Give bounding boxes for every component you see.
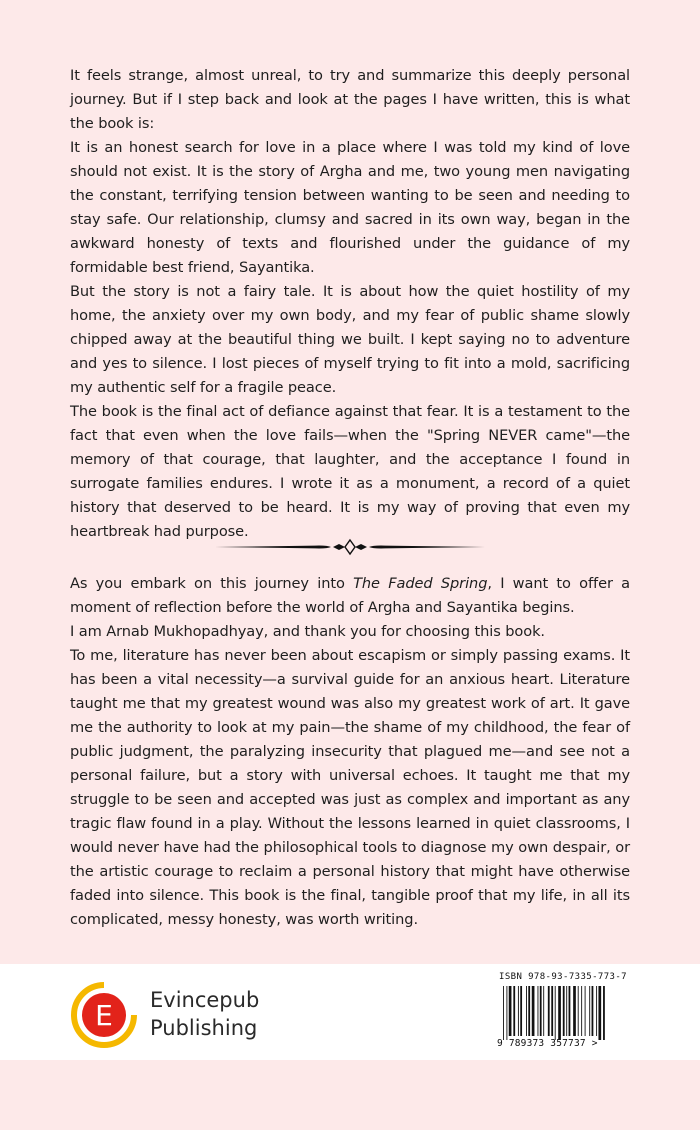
- barcode-bar: [528, 986, 530, 1036]
- barcode-bar: [563, 986, 565, 1036]
- barcode-bar: [540, 986, 542, 1036]
- barcode-bar: [581, 986, 582, 1036]
- barcode-bar: [589, 986, 590, 1036]
- footer-band: [0, 964, 700, 1060]
- barcode-bar: [566, 986, 567, 1036]
- barcode-digits: 9 789373 357737 >: [497, 1038, 598, 1049]
- publisher-name-line-2: Publishing: [150, 1016, 258, 1040]
- barcode-bar: [509, 986, 512, 1036]
- text-run: As you embark on this journey into: [70, 575, 354, 592]
- isbn-label: ISBN 978-93-7335-773-7: [499, 972, 628, 982]
- text-run: , I want to offer a moment of reflection before the world of Argha and Sayantika begins.: [70, 575, 630, 616]
- barcode-bar: [520, 986, 522, 1036]
- barcode-bar: [598, 986, 601, 1040]
- summary-paragraph-2: It is an honest search for love in a place where I was told my kind of love should not exist. It is the story of Argha and me, two young men navigating the constant, terrifying tension between wanting to be seen and needing to stay safe. Our relationship, clumsy and sacred in its own way, began in the awkward honesty of texts and flourished under the guidance of my formidable best friend, Sayantika.: [70, 139, 630, 276]
- barcode-bar: [551, 986, 553, 1036]
- barcode-bar: [573, 986, 576, 1036]
- book-title: The Faded Spring: [353, 575, 488, 592]
- barcode-bar: [585, 986, 586, 1036]
- barcode-bar: [603, 986, 605, 1040]
- barcode-bar: [555, 986, 556, 1040]
- barcode-bar: [569, 986, 571, 1036]
- barcode-bar: [592, 986, 594, 1036]
- summary-paragraph-1: It feels strange, almost unreal, to try and summarize this deeply personal journey. But if I step back and look at the pages I have written, this is what the book is:: [70, 67, 630, 132]
- summary-section: [70, 64, 630, 544]
- author-note-paragraph-3: To me, literature has never been about escapism or simply passing exams. It has been a vital necessity—a survival guide for an anxious heart. Literature taught me that my greatest wound was also my greatest work of art. It gave me the authority to look at my pain—the shame of my childhood, the fear of public judgment, the paralyzing insecurity that plagued me—and see not a personal failure, but a story with universal echoes. It taught me that my struggle to be seen and accepted was just as complex and important as any tragic flaw found in a play. Without the lessons learned in quiet classrooms, I would never have had the philosophical tools to diagnose my own despair, or the artistic courage to reclaim a personal history that might have otherwise faded into silence. This book is the final, tangible proof that my life, in all its complicated, messy honesty, was worth writing.: [70, 647, 630, 928]
- barcode-bar: [513, 986, 515, 1036]
- barcode-bar: [548, 986, 550, 1036]
- barcode-bars-icon: [501, 986, 633, 1040]
- barcode-bar: [596, 986, 597, 1036]
- barcode-bar: [518, 986, 519, 1036]
- isbn-barcode: [497, 972, 637, 1052]
- barcode-bar: [503, 986, 504, 1040]
- barcode-bar: [543, 986, 544, 1036]
- barcode-bar: [532, 986, 535, 1036]
- author-note-paragraph-2: I am Arnab Mukhopadhyay, and thank you for choosing this book.: [70, 623, 545, 640]
- author-note-section: [70, 572, 630, 932]
- publisher-logo-icon: [70, 981, 138, 1049]
- barcode-bar: [578, 986, 579, 1036]
- summary-paragraph-4: The book is the final act of defiance against that fear. It is a testament to the fact that even when the love fails—when the "Spring NEVER came"—the memory of that courage, that laughter, and the acceptance I found in surrogate families endures. I wrote it as a monument, a record of a quiet history that deserved to be heard. It is my way of proving that even my heartbreak had purpose.: [70, 403, 630, 540]
- barcode-bar: [526, 986, 527, 1036]
- publisher-name-line-1: Evincepub: [150, 988, 260, 1012]
- author-note-paragraph-1: [70, 572, 630, 620]
- barcode-bar: [506, 986, 507, 1040]
- logo-letter: E: [95, 999, 113, 1032]
- summary-paragraph-3: But the story is not a fairy tale. It is about how the quiet hostility of my home, the anxiety over my own body, and my fear of public shame slowly chipped away at the beautiful thing we built. I kept saying no to adventure and yes to silence. I lost pieces of myself trying to fit into a mold, sacrificing my authentic self for a fragile peace.: [70, 283, 630, 396]
- barcode-bar: [558, 986, 561, 1040]
- ornamental-divider-icon: [215, 537, 485, 557]
- publisher-name: [150, 986, 259, 1042]
- barcode-bar: [538, 986, 539, 1036]
